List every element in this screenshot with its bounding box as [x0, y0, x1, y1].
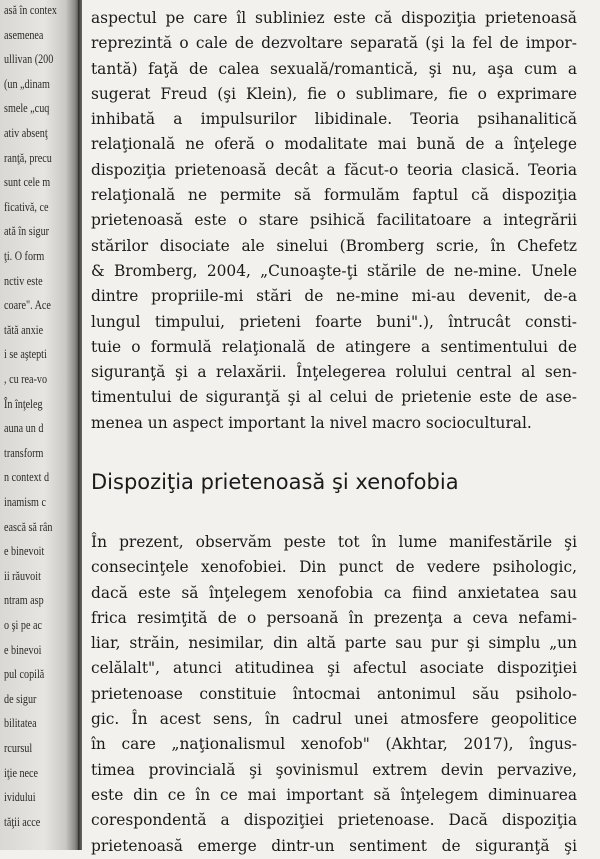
facing-page-line: rcursul: [4, 740, 33, 755]
facing-page-line: ţi. O form: [4, 248, 45, 263]
text-line: aspectul pe care îl subliniez este că dispoziţia prietenoasă: [91, 9, 577, 27]
paragraph-2: [91, 530, 577, 859]
facing-page-line: de sigur: [4, 690, 37, 706]
text-line: corespondentă a dispoziţiei prietenoase. Dacă dispoziţia: [91, 811, 577, 830]
text-line: dispoziţia prietenoasă decât a făcut-o teoria clasică. Teoria: [91, 160, 577, 179]
facing-page-line: pul copilă: [4, 666, 45, 682]
facing-page-line: smele „cuq: [4, 100, 50, 116]
text-line: tuie o formulă relaţională de atingere a sentimentului de: [91, 337, 577, 356]
facing-page-line: tăţii acce: [4, 813, 41, 829]
facing-page-line: n context d: [4, 469, 50, 485]
facing-page-line: nctiv este: [4, 272, 43, 288]
facing-page-line: inamism c: [4, 494, 46, 509]
text-line: liar, străin, nesimilar, din altă parte sau pur şi simplu „un: [91, 634, 577, 653]
text-line: gic. În acest sens, în cadrul unei atmosfere geopolitice: [91, 710, 577, 729]
text-line: consecinţele xenofobiei. Din punct de vedere psihologic,: [91, 558, 577, 577]
text-line: timea provincială şi şovinismul extrem devin pervazive,: [91, 760, 577, 779]
facing-page-line: ullivan (200: [4, 51, 54, 67]
text-line: este din ce în ce mai important să înţelegem diminuarea: [91, 785, 577, 804]
facing-page-line: asemenea: [4, 26, 44, 42]
text-line: menea un aspect important la nivel macro sociocultural.: [91, 413, 532, 432]
facing-page-line: bilitatea: [4, 715, 37, 731]
facing-page-line: ntram asp: [4, 592, 44, 608]
facing-page-line: ii răuvoit: [4, 567, 41, 583]
text-line: stărilor disociate ale sinelui (Bromberg scrie, în Chefetz: [91, 236, 577, 255]
facing-page-line: auna un d: [4, 420, 44, 436]
facing-page-line: transform: [4, 444, 44, 460]
facing-page-line: ranţă, precu: [4, 149, 52, 165]
text-line: relaţională ne oferă o modalitate mai bună de a înţelege: [91, 135, 577, 154]
text-line: în care „naţionalismul xenofob" (Akhtar, 2017), îngus-: [91, 735, 577, 754]
text-line: prietenoasă emerge dintr-un sentiment de siguranţă şi: [91, 836, 577, 855]
text-line: dacă este să înţelegem xenofobia ca fiind anxietatea sau: [91, 583, 577, 602]
facing-page-line: ească să rân: [4, 518, 53, 534]
facing-page-line: În înţeleg: [4, 395, 43, 411]
facing-page-line: e binevoit: [4, 543, 45, 559]
facing-page-line: , cu rea-vo: [4, 371, 48, 386]
facing-page-line: coare". Ace: [4, 297, 51, 313]
text-line: tantă) faţă de calea sexuală/romantică, şi nu, aşa cum a: [91, 59, 577, 78]
facing-page-line: e binevoi: [4, 641, 42, 657]
facing-page-line: sunt cele m: [4, 174, 51, 190]
facing-page-line: (un „dinam: [4, 75, 50, 91]
paragraph-1: [91, 6, 577, 436]
text-line: frica resimţită de o persoană în prezenţa a ceva nefami-: [91, 608, 577, 627]
facing-page-line: ividului: [4, 789, 36, 805]
text-line: timentului de siguranţă şi al celui de prietenie este de ase-: [91, 388, 577, 407]
text-line: dintre propriile-mi stări de ne-mine mi-au devenit, de-a: [91, 287, 577, 306]
text-line: celălalt", atunci atitudinea şi afectul asociate dispoziţiei: [91, 659, 577, 678]
text-line: reprezintă o cale de dezvoltare separată (şi la fel de impor-: [91, 34, 577, 53]
book-gutter: [78, 0, 82, 850]
facing-page-line: ativ absenţ: [4, 125, 48, 140]
text-line: În prezent, observăm peste tot în lume manifestările şi: [91, 533, 577, 551]
text-line: prietenoasă este o stare psihică facilitatoare a integrării: [91, 211, 577, 230]
facing-page-line: ată în sigur: [4, 223, 50, 239]
facing-page-line: iţie nece: [4, 764, 39, 780]
facing-page-line: asă în contex: [4, 2, 57, 17]
text-line: prietenoase constituie întocmai antonimul său psiholo-: [91, 684, 577, 703]
text-line: lungul timpului, prieteni foarte buni".), întrucât consti-: [91, 312, 577, 331]
text-line: relaţională ne permite să formulăm faptul că dispoziţia: [91, 186, 577, 205]
facing-page-line: o şi pe ac: [4, 617, 43, 632]
text-line: siguranţă şi a relaxării. Înţelegerea rolului central al sen-: [91, 363, 577, 382]
facing-page-margin: [0, 0, 80, 850]
text-line: & Bromberg, 2004, „Cunoaşte-ţi stările de ne-mine. Unele: [91, 261, 577, 280]
facing-page-line: tătă anxie: [4, 321, 44, 337]
facing-page-line: ficativă, ce: [4, 198, 49, 214]
text-line: inhibată a impulsurilor libidinale. Teoria psihanalitică: [91, 110, 577, 129]
section-heading: Dispoziţia prietenoasă şi xenofobia: [91, 470, 459, 494]
facing-page-line: i se aştepti: [4, 346, 47, 362]
text-line: sugerat Freud (şi Klein), fie o sublimare, fie o exprimare: [91, 84, 577, 103]
